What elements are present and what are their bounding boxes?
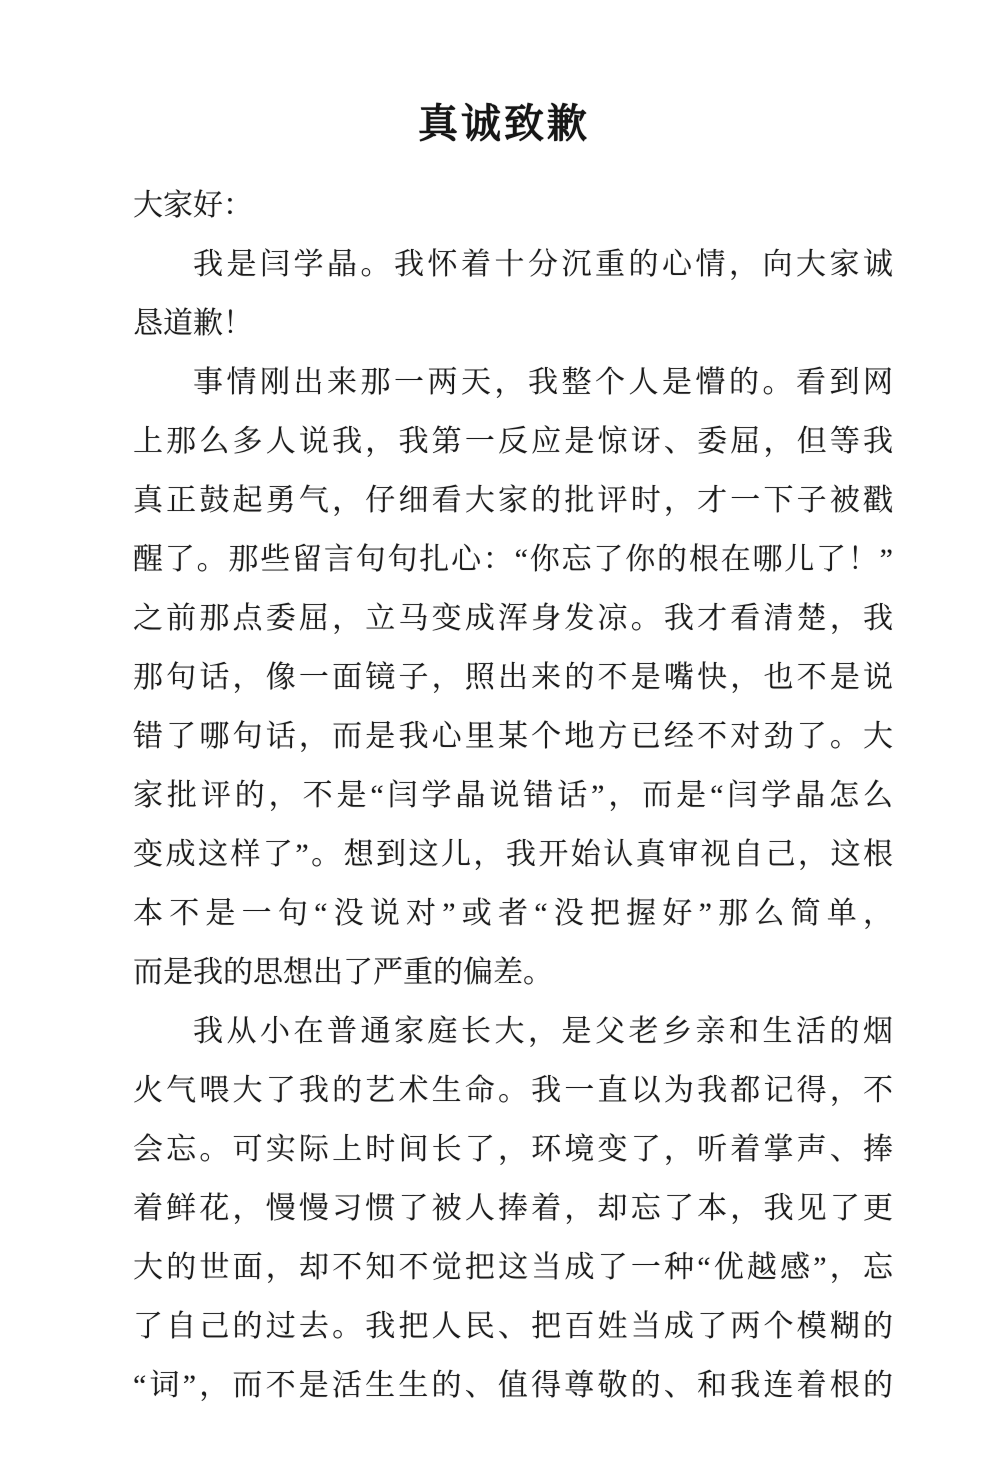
- text-line: 火气喂大了我的艺术生命。我一直以为我都记得，不: [133, 1074, 893, 1107]
- text-line: 会忘。可实际上时间长了，环境变了，听着掌声、捧: [133, 1133, 893, 1166]
- text-line: 了自己的过去。我把人民、把百姓当成了两个模糊的: [133, 1310, 893, 1343]
- text-line: 错了哪句话，而是我心里某个地方已经不对劲了。大: [133, 720, 893, 753]
- text-line: 那句话，像一面镜子，照出来的不是嘴快，也不是说: [133, 661, 893, 694]
- document-title: [0, 96, 1008, 152]
- text-line: 变成这样了”。想到这儿，我开始认真审视自己，这根: [133, 838, 893, 871]
- text-line: 而是我的思想出了严重的偏差。: [133, 956, 553, 989]
- text-line: 真正鼓起勇气，仔细看大家的批评时，才一下子被戳: [133, 484, 893, 517]
- letter-body: [133, 176, 893, 1415]
- text-line: 之前那点委屈，立马变成浑身发凉。我才看清楚，我: [133, 602, 893, 635]
- text-line: 家批评的，不是“闫学晶说错话”，而是“闫学晶怎么: [133, 779, 893, 812]
- text-line: 上那么多人说我，我第一反应是惊讶、委屈，但等我: [133, 425, 893, 458]
- text-line-salutation: 大家好：: [133, 189, 253, 222]
- text-line: 醒了。那些留言句句扎心：“你忘了你的根在哪儿了！”: [133, 543, 893, 576]
- text-line: 着鲜花，慢慢习惯了被人捧着，却忘了本，我见了更: [133, 1192, 893, 1225]
- document-title-text: 真诚致歉: [418, 101, 590, 146]
- text-line: 大的世面，却不知不觉把这当成了一种“优越感”，忘: [133, 1251, 893, 1284]
- text-line: “词”，而不是活生生的、值得尊敬的、和我连着根的: [133, 1369, 893, 1402]
- text-line: 事情刚出来那一两天，我整个人是懵的。看到网: [193, 366, 893, 399]
- text-line: 本不是一句“没说对”或者“没把握好”那么简单，: [133, 897, 893, 930]
- text-line: 我从小在普通家庭长大，是父老乡亲和生活的烟: [193, 1015, 893, 1048]
- text-line: 恳道歉！: [133, 307, 253, 340]
- text-line: 我是闫学晶。我怀着十分沉重的心情，向大家诚: [193, 248, 893, 281]
